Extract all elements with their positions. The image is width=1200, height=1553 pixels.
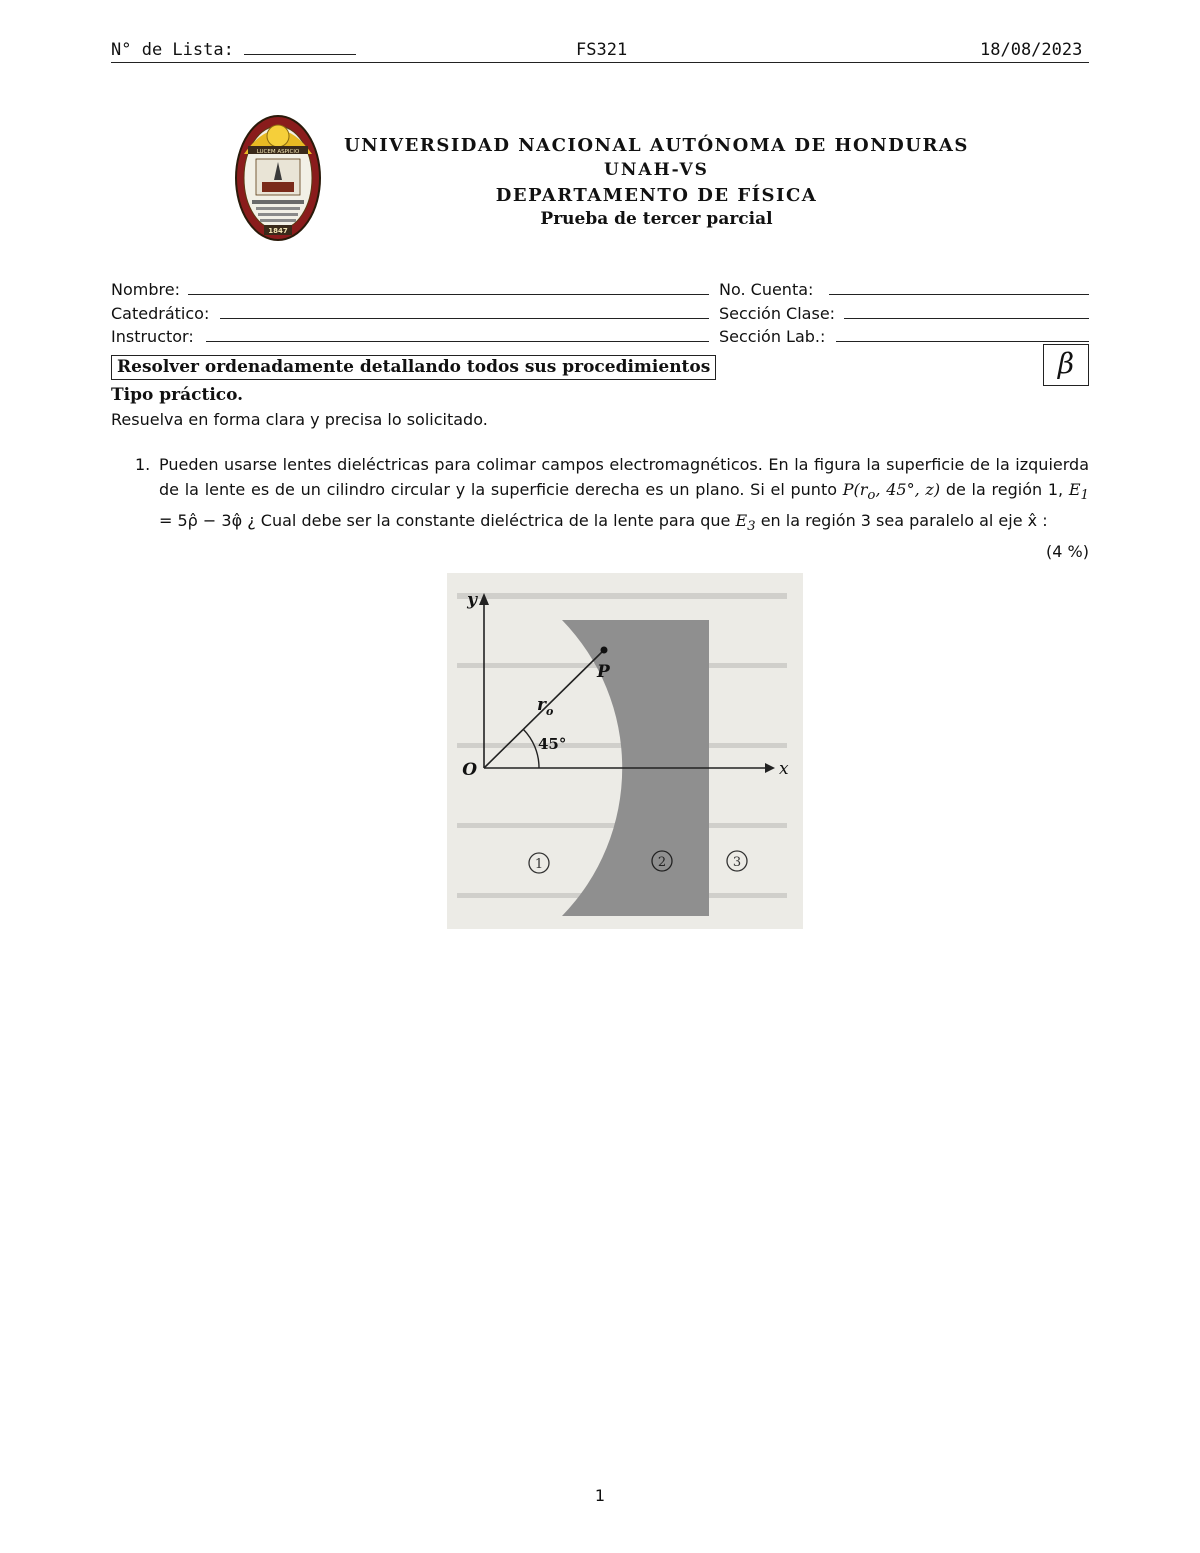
field-e1-expression: = 5ρ̂ − 3φ̂ [159, 511, 243, 531]
point-p-marker [601, 647, 608, 654]
department-name: DEPARTAMENTO DE FÍSICA [495, 185, 818, 206]
list-number-field [111, 40, 356, 60]
section-type-heading: Tipo práctico. [111, 385, 244, 405]
question-points: (4 %) [1046, 542, 1089, 562]
seal-year: 1847 [268, 227, 288, 235]
list-number-blank[interactable] [244, 54, 356, 55]
y-axis-label: y [467, 590, 477, 610]
instructor-label: Instructor: [111, 327, 194, 346]
campus-name: UNAH-VS [604, 160, 709, 180]
catedratico-label: Catedrático: [111, 304, 210, 323]
origin-label: O [462, 760, 477, 780]
seccion-clase-input-line[interactable] [844, 318, 1089, 319]
nombre-label: Nombre: [111, 280, 180, 299]
region-1-label: 1 [534, 857, 544, 872]
region-2-label: 2 [657, 855, 667, 870]
instructions-box: Resolver ordenadamente detallando todos sus procedimientos [111, 355, 716, 380]
lens-figure [447, 573, 803, 929]
cuenta-label: No. Cuenta: [719, 280, 814, 299]
point-expression: $P(r_o$, 45°, z) [842, 480, 941, 504]
point-p-label: P [597, 662, 610, 682]
exam-date: 18/08/2023 [980, 40, 1083, 60]
section-instruction: Resuelva en forma clara y precisa lo solicitado. [111, 410, 488, 429]
angle-label: 45° [538, 735, 567, 753]
exam-version-box: β [1043, 344, 1089, 386]
x-axis-label: x [779, 759, 789, 779]
page-number: 1 [594, 1486, 606, 1505]
course-code: FS321 [576, 40, 628, 60]
question-text: Pueden usarse lentes dieléctricas para colimar campos electromagnéticos. En la figura la superficie de la izquierda de la lente es de un cilindro circular y la superficie derecha es un plano. Si el punto $P(r_o$, 45°, z) de la región 1, $E_1$ = 5ρ̂ − 3φ̂ ¿ Cual debe ser la constante dieléctrica de la lente para que $E_3$ en la región 3 sea paralelo al eje x̂ : (4 %) [159, 452, 1089, 539]
radius-label: $r_o$ [537, 695, 554, 718]
field-e1: $E_1$ [1068, 480, 1090, 504]
field-e3: $E_3$ [735, 511, 756, 535]
cuenta-input-line[interactable] [829, 294, 1089, 295]
nombre-input-line[interactable] [188, 294, 709, 295]
instructor-input-line[interactable] [206, 341, 709, 342]
seal-motto: LUCEM ASPICIO [256, 149, 300, 155]
list-number-label: N° de Lista: [111, 40, 234, 60]
seccion-clase-label: Sección Clase: [719, 304, 836, 323]
seccion-lab-label: Sección Lab.: [719, 327, 826, 346]
region-3-label: 3 [732, 855, 742, 870]
question-1 [111, 452, 1089, 564]
university-name: UNIVERSIDAD NACIONAL AUTÓNOMA DE HONDURAS [344, 135, 969, 156]
seccion-lab-input-line[interactable] [836, 341, 1089, 342]
header-rule [111, 62, 1089, 63]
exam-title: Prueba de tercer parcial [540, 209, 773, 229]
question-number: 1. [135, 455, 151, 474]
catedratico-input-line[interactable] [220, 318, 709, 319]
